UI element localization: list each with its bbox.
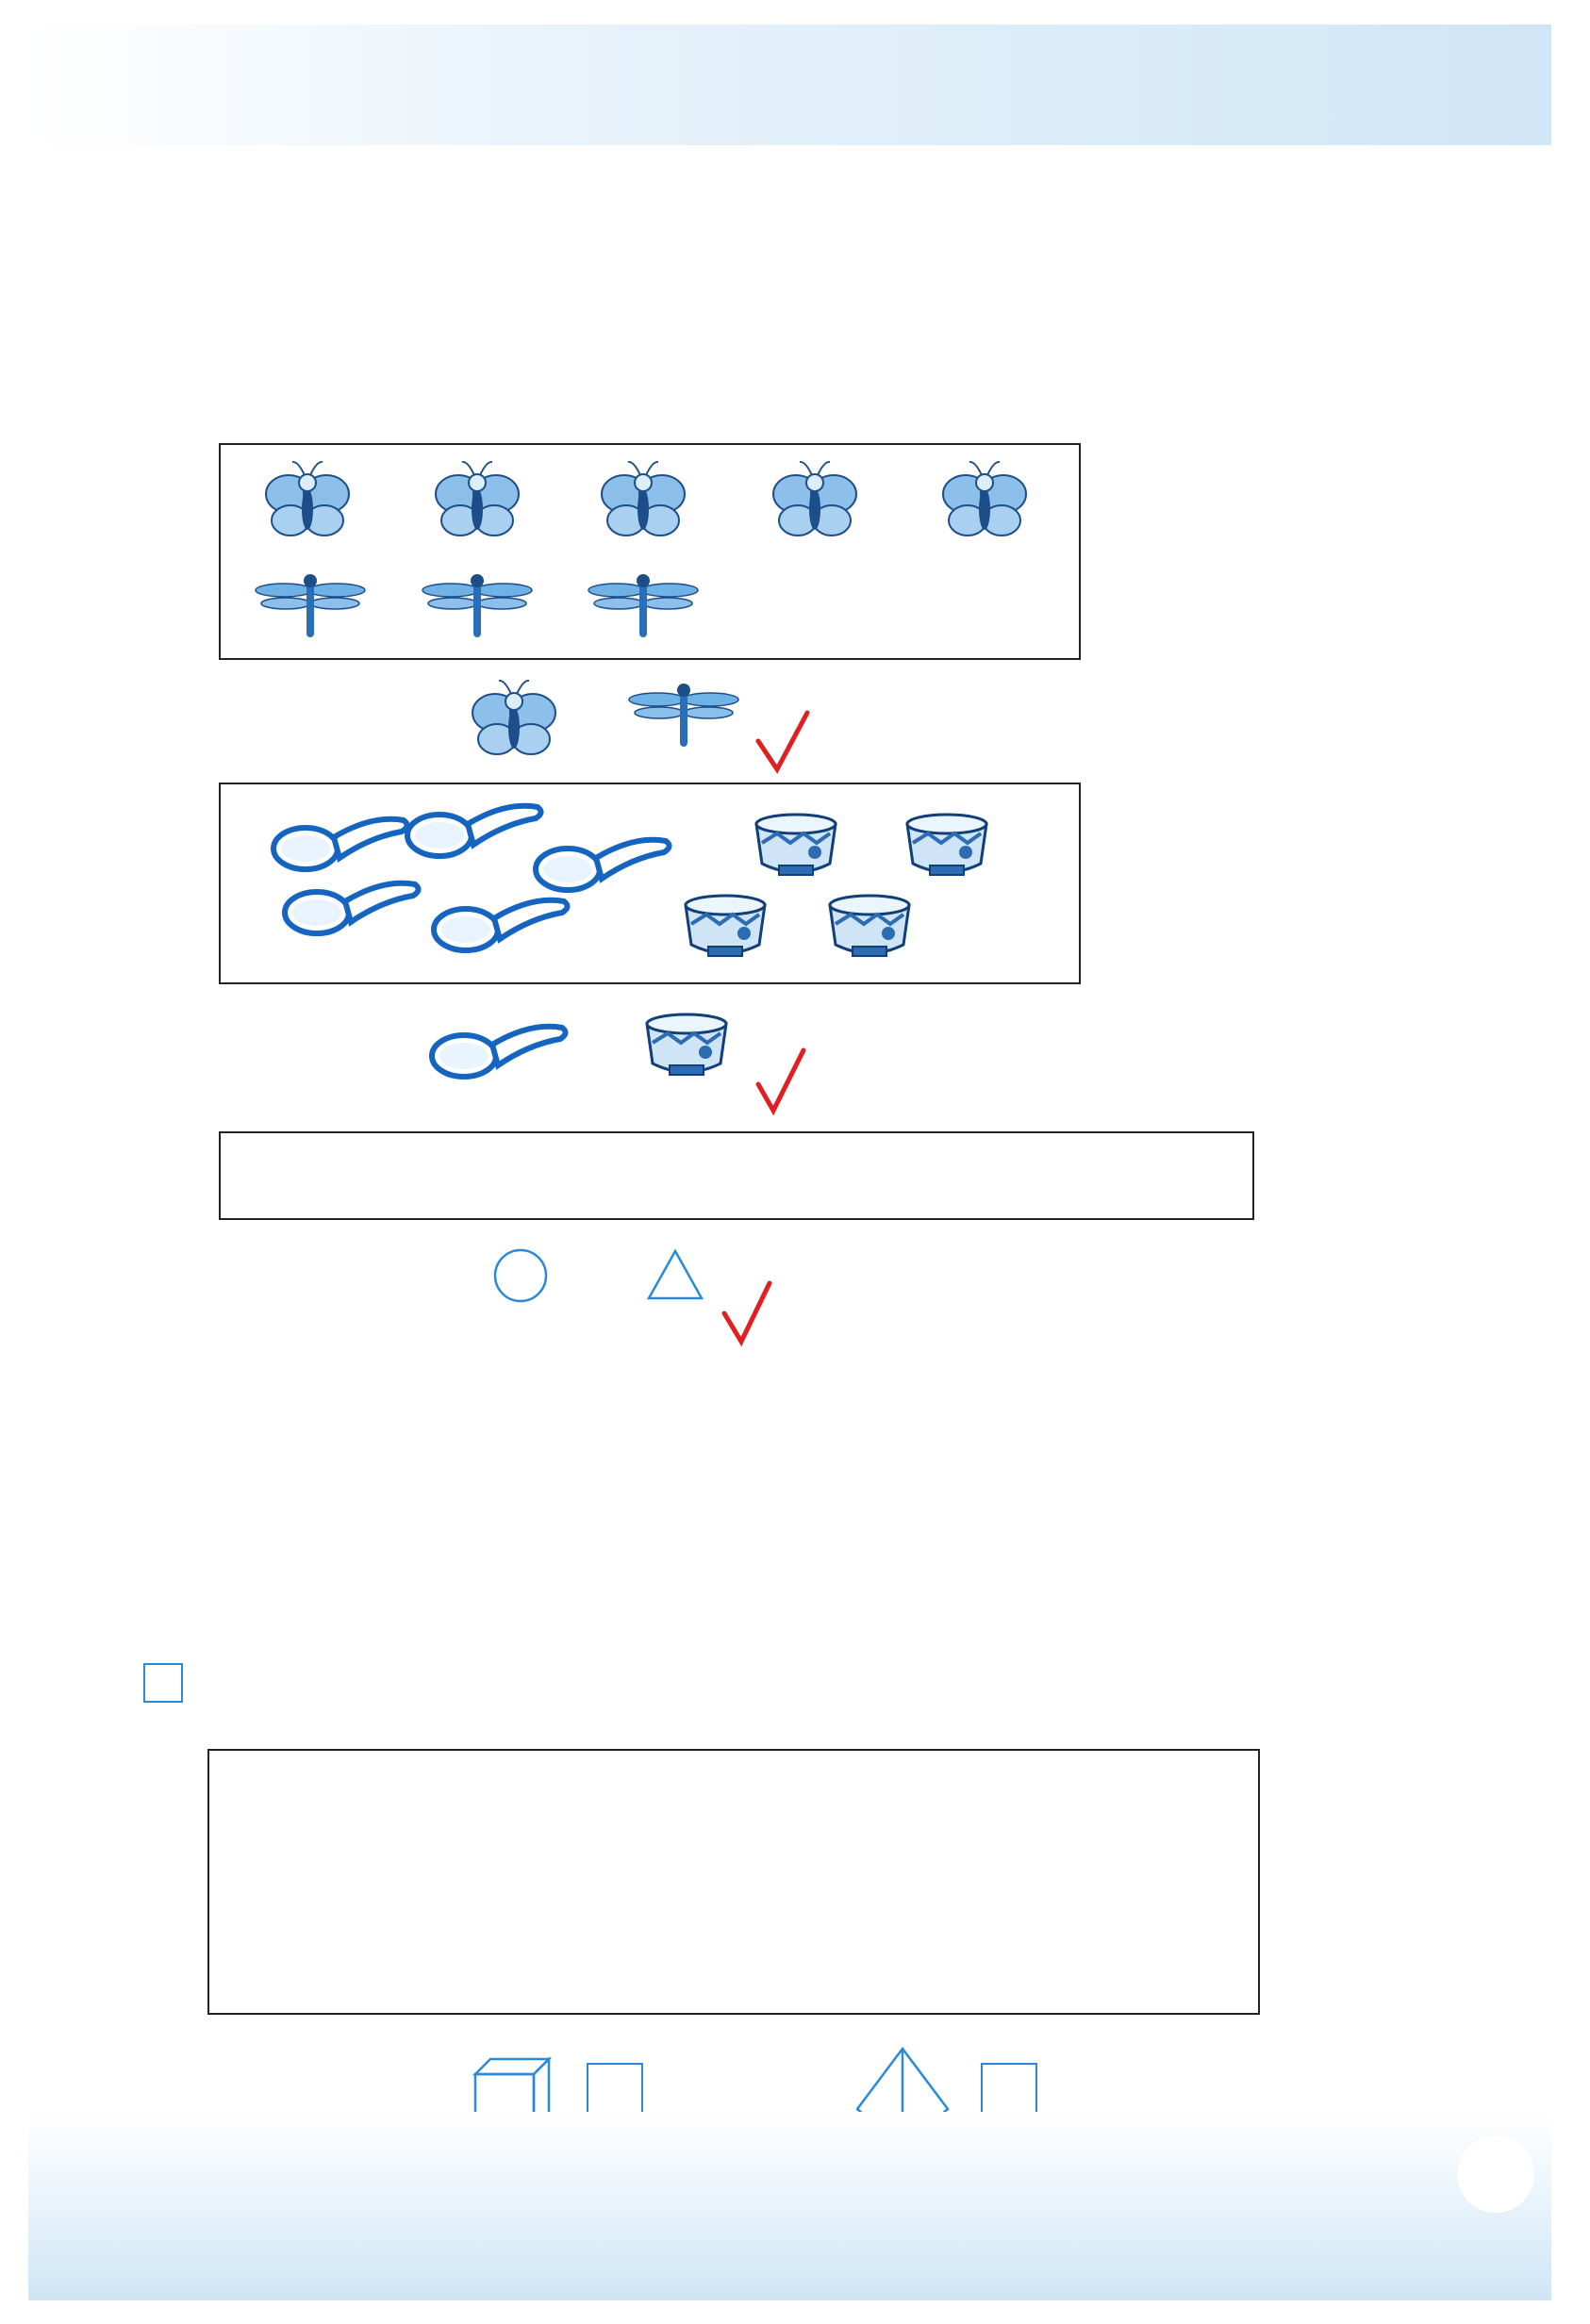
spoon-bowl-box [219, 783, 1081, 984]
butterfly-icon [943, 462, 1026, 536]
circle-triangle-figures [221, 1133, 1252, 1218]
answer-row-2 [443, 1016, 990, 1101]
blocks-box [207, 1749, 1260, 2015]
header-band [28, 25, 1551, 145]
butterfly-icon [773, 462, 856, 536]
triangle-icon [643, 1244, 709, 1310]
spoon-bowl-figures [221, 784, 1079, 982]
dragonfly-icon [632, 668, 736, 752]
dragonfly-icon [588, 574, 698, 637]
butterfly-icon [436, 462, 519, 536]
footer-band [28, 2112, 1551, 2300]
bowl-icon [907, 815, 986, 875]
bowl-icon [639, 999, 734, 1084]
check-mark [754, 1050, 811, 1116]
circle-triangle-box [219, 1131, 1254, 1220]
spoon-icon [536, 840, 670, 890]
circle-icon [490, 1245, 556, 1311]
spoon-icon [285, 883, 419, 933]
dragonfly-icon [256, 574, 365, 637]
page-number [1457, 2135, 1534, 2213]
answer-row-1 [462, 679, 990, 754]
butterfly-dragonfly-figures [221, 445, 1079, 658]
spoon-icon [434, 900, 568, 950]
butterfly-icon [266, 462, 349, 536]
inline-answer-box [143, 1663, 183, 1703]
bowl-icon [830, 896, 909, 956]
dragonfly-icon [422, 574, 532, 637]
bowl-icon [756, 815, 836, 875]
cube-answer-box[interactable] [587, 2063, 643, 2119]
blocks-figures [209, 1751, 1258, 2013]
spoon-icon [407, 806, 541, 856]
spoon-icon [273, 819, 407, 869]
pyramid-answer-box[interactable] [981, 2063, 1037, 2119]
butterfly-icon [602, 462, 685, 536]
answer-row-3 [490, 1249, 981, 1325]
spoon-icon [443, 1009, 556, 1084]
butterfly-dragonfly-box [219, 443, 1081, 660]
check-mark [724, 1281, 781, 1347]
check-mark [754, 711, 811, 777]
butterfly-icon [462, 668, 566, 752]
marbles-figure [198, 1414, 670, 1631]
bowl-icon [686, 896, 765, 956]
question-3-prompt [141, 1661, 185, 1709]
